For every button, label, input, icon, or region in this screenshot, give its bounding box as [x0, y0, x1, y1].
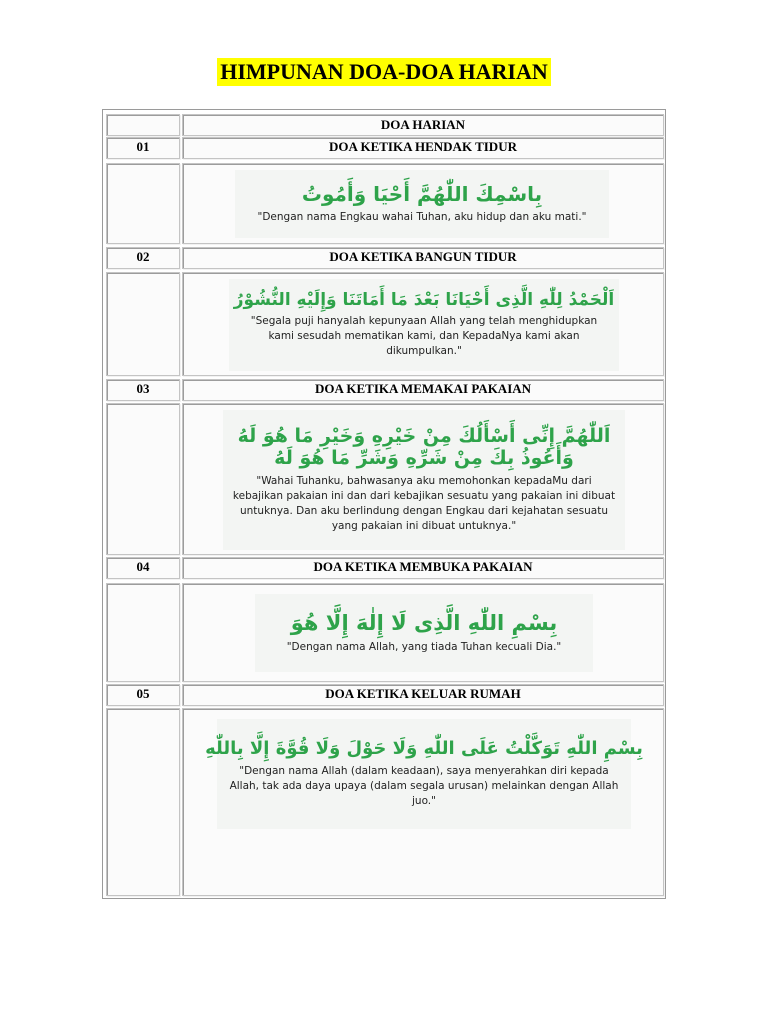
arabic-text-01: بِاسْمِكَ اللّٰهُمَّ أَحْيَا وَأَمُوتُ	[301, 182, 543, 206]
row-04-content	[182, 583, 664, 682]
translation-03: "Wahai Tuhanku, bahwasanya aku memohonkan kepadaMu dari kebajikan pakaian ini dan dari kebajikan sesuatu yang pakaian ini dibuat untuknya. Dan aku berlindung dengan Engkau dari kejahatan sesuatu yang pakaian ini dibuat untuknya."	[232, 474, 616, 532]
row-05-heading: DOA KETIKA KELUAR RUMAH	[182, 684, 664, 706]
header-title-cell: DOA HARIAN	[182, 114, 664, 136]
arabic-text-05: بِسْمِ اللّٰهِ تَوَكَّلْتُ عَلَى اللّٰهِ وَلَا حَوْلَ وَلَا قُوَّةَ إِلَّا بِاللّٰهِ	[205, 738, 643, 760]
translation-01: "Dengan nama Engkau wahai Tuhan, aku hidup dan aku mati."	[257, 211, 587, 223]
page-title: HIMPUNAN DOA-DOA HARIAN	[217, 58, 551, 86]
row-01-number-spacer	[106, 163, 180, 244]
doa-table	[102, 109, 666, 899]
row-03-number-spacer	[106, 403, 180, 555]
doa-image-03	[223, 410, 625, 550]
row-05-number: 05	[106, 684, 180, 706]
doa-image-02	[229, 279, 619, 371]
row-02-content	[182, 272, 664, 376]
row-03-content	[182, 403, 664, 555]
row-02-number: 02	[106, 247, 180, 269]
row-03-heading: DOA KETIKA MEMAKAI PAKAIAN	[182, 379, 664, 401]
arabic-text-04: بِسْمِ اللّٰهِ الَّذِى لَا إِلٰهَ إِلَّا هُوَ	[290, 611, 558, 636]
row-04-number: 04	[106, 557, 180, 579]
doa-image-01	[235, 170, 609, 238]
translation-02: "Segala puji hanyalah kepunyaan Allah yang telah menghidupkan kami sesudah mematikan kami, dan KepadaNya kami akan dikumpulkan."	[250, 315, 598, 358]
row-05-number-spacer	[106, 708, 180, 896]
row-03-number: 03	[106, 379, 180, 401]
arabic-text-03-line-1: اَللّٰهُمَّ إِنِّى أَسْأَلُكَ مِنْ خَيْرِهِ وَخَيْرِ مَا هُوَ لَهُ	[237, 425, 611, 448]
arabic-text-03-line-2: وَأَعُوذُ بِكَ مِنْ شَرِّهِ وَشَرِّ مَا هُوَ لَهُ	[274, 447, 574, 469]
row-04-number-spacer	[106, 583, 180, 682]
arabic-text-02: اَلْحَمْدُ لِلّٰهِ الَّذِى أَحْيَانَا بَعْدَ مَا أَمَاتَنَا وَإِلَيْهِ النُّشُوْرُ	[233, 289, 615, 310]
row-02-number-spacer	[106, 272, 180, 376]
row-02-heading: DOA KETIKA BANGUN TIDUR	[182, 247, 664, 269]
row-01-content	[182, 163, 664, 244]
header-number-cell	[106, 114, 180, 136]
doa-image-05	[205, 719, 643, 829]
translation-05: "Dengan nama Allah (dalam keadaan), saya menyerahkan diri kepada Allah, tak ada daya upaya (dalam segala urusan) melainkan dengan Allah juo."	[229, 764, 619, 807]
row-04-heading: DOA KETIKA MEMBUKA PAKAIAN	[182, 557, 664, 579]
translation-04: "Dengan nama Allah, yang tiada Tuhan kecuali Dia."	[286, 640, 562, 653]
row-01-heading: DOA KETIKA HENDAK TIDUR	[182, 137, 664, 159]
row-01-number: 01	[106, 137, 180, 159]
doa-image-04	[255, 594, 593, 672]
row-05-content	[182, 708, 664, 896]
